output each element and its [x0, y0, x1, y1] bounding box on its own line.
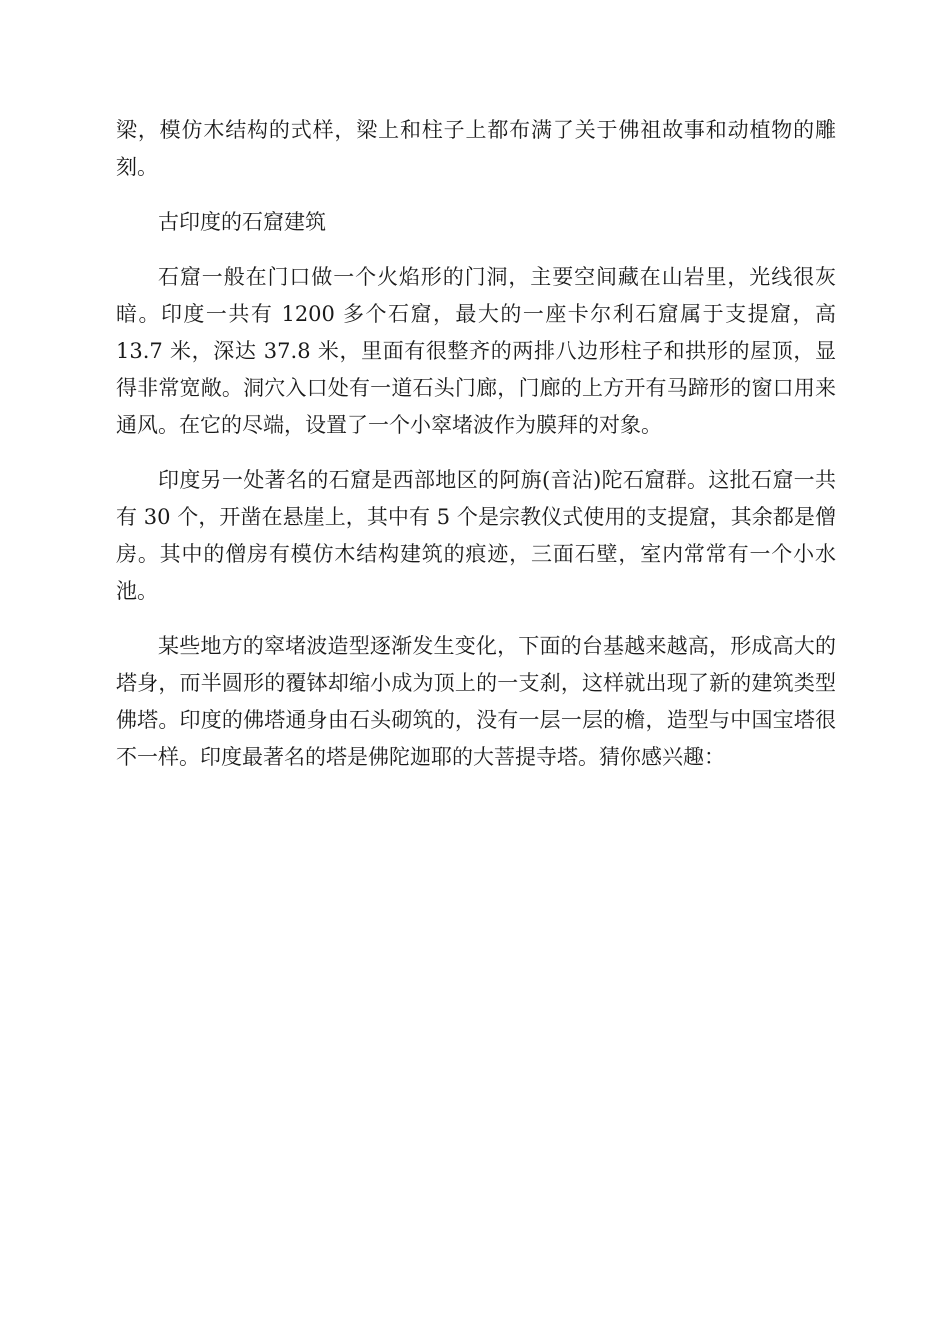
paragraph-continuation: 梁，模仿木结构的式样，梁上和柱子上都布满了关于佛祖故事和动植物的雕刻。 — [116, 118, 836, 179]
paragraph-stupa-evolution: 某些地方的窣堵波造型逐渐发生变化，下面的台基越来越高，形成高大的塔身，而半圆形的覆钵却缩小成为顶上的一支刹，这样就出现了新的建筑类型佛塔。印度的佛塔通身由石头砌筑的，没有一层一层的檐，造型与中国宝塔很不一样。印度最著名的塔是佛陀迦耶的大菩提寺塔。猜你感兴趣： — [116, 634, 836, 769]
paragraph-ajanta: 印度另一处著名的石窟是西部地区的阿旃(音沾)陀石窟群。这批石窟一共有 30 个，开凿在悬崖上，其中有 5 个是宗教仪式使用的支提窟，其余都是僧房。其中的僧房有模仿木结构建筑的痕迹，三面石壁，室内常常有一个小水池。 — [116, 468, 836, 603]
paragraph-cave-description: 石窟一般在门口做一个火焰形的门洞，主要空间藏在山岩里，光线很灰暗。印度一共有 1200 多个石窟，最大的一座卡尔利石窟属于支提窟，高 13.7 米，深达 37.8 米，里面有很整齐的两排八边形柱子和拱形的屋顶，显得非常宽敞。洞穴入口处有一道石头门廊，门廊的上方开有马蹄形的窗口用来通风。在它的尽端，设置了一个小窣堵波作为膜拜的对象。 — [116, 265, 836, 437]
section-heading: 古印度的石窟建筑 — [158, 210, 326, 234]
document-body — [116, 112, 836, 794]
